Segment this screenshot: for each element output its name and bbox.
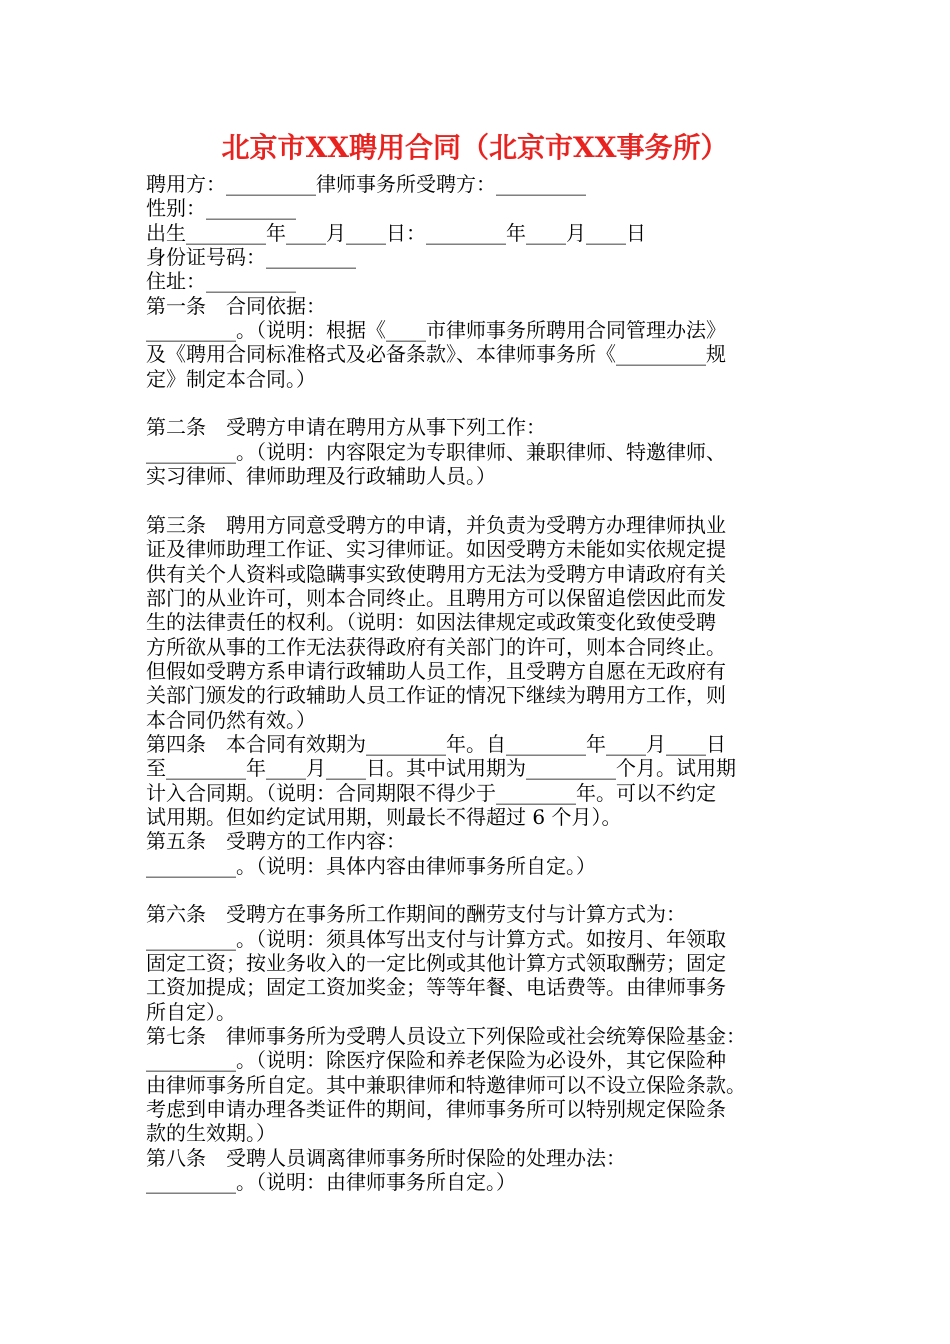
body-line: 方所欲从事的工作无法获得政府有关部门的许可，则本合同终止。 xyxy=(146,634,726,659)
body-line: 第二条 受聘方申请在聘用方从事下列工作： xyxy=(146,415,546,440)
body-line: 试用期。但如约定试用期，则最长不得超过 6 个月）。 xyxy=(146,804,622,829)
body-line: 工资加提成；固定工资加奖金；等等年餐、电话费等。由律师事务 xyxy=(146,975,726,1000)
body-line: 供有关个人资料或隐瞒事实致使聘用方无法为受聘方申请政府有关 xyxy=(146,561,726,586)
body-line: 至________年____月____日。其中试用期为_________个月。试用期 xyxy=(146,756,736,781)
body-line: 及《聘用合同标准格式及必备条款》、本律师事务所《_________规 xyxy=(146,342,726,367)
body-line: 第五条 受聘方的工作内容： xyxy=(146,829,406,854)
body-line: 第一条 合同依据： xyxy=(146,293,326,318)
body-line: 身份证号码：_________ xyxy=(146,245,356,270)
body-line: 部门的从业许可，则本合同终止。且聘用方可以保留追偿因此而发 xyxy=(146,585,726,610)
body-line: 聘用方：_________律师事务所受聘方：_________ xyxy=(146,172,586,196)
body-line: 固定工资；按业务收入的一定比例或其他计算方式领取酬劳；固定 xyxy=(146,951,726,975)
body-line: 所自定）。 xyxy=(146,999,236,1024)
body-line: 实习律师、律师助理及行政辅助人员。） xyxy=(146,464,496,489)
body-line: 本合同仍然有效。） xyxy=(146,707,316,732)
body-line: 考虑到申请办理各类证件的期间，律师事务所可以特别规定保险条 xyxy=(146,1097,726,1122)
blank-line xyxy=(146,391,826,415)
body-line: 第八条 受聘人员调离律师事务所时保险的处理办法： xyxy=(146,1145,626,1170)
document-body xyxy=(146,172,826,1194)
body-line: _________。（说明：除医疗保险和养老保险为必设外，其它保险种 xyxy=(146,1048,726,1073)
body-line: 第三条 聘用方同意受聘方的申请，并负责为受聘方办理律师执业 xyxy=(146,512,726,537)
body-line: 性别：_________ xyxy=(146,196,296,221)
body-line: _________。（说明：内容限定为专职律师、兼职律师、特邀律师、 xyxy=(146,439,726,464)
body-line: 定》制定本合同。） xyxy=(146,366,316,391)
body-line: _________。（说明：须具体写出支付与计算方式。如按月、年领取 xyxy=(146,926,726,951)
blank-line xyxy=(146,488,826,512)
blank-line xyxy=(146,878,826,902)
body-line: 由律师事务所自定。其中兼职律师和特邀律师可以不设立保险条款。 xyxy=(146,1072,746,1097)
body-line: 住址：_________ xyxy=(146,269,296,294)
body-line: 第四条 本合同有效期为________年。自________年____月____日 xyxy=(146,731,726,756)
body-line: 第六条 受聘方在事务所工作期间的酬劳支付与计算方式为： xyxy=(146,902,686,927)
body-line: 第七条 律师事务所为受聘人员设立下列保险或社会统筹保险基金： xyxy=(146,1024,746,1049)
body-line: 出生________年____月____日：________年____月____日 xyxy=(146,220,646,245)
body-line: _________。（说明：由律师事务所自定。） xyxy=(146,1170,516,1195)
body-line: 但假如受聘方系申请行政辅助人员工作，且受聘方自愿在无政府有 xyxy=(146,658,726,683)
body-line: 关部门颁发的行政辅助人员工作证的情况下继续为聘用方工作，则 xyxy=(146,683,726,708)
document-title: 北京市XX聘用合同（北京市XX事务所） xyxy=(221,131,729,164)
body-line: 款的生效期。） xyxy=(146,1121,276,1146)
body-line: _________。（说明：具体内容由律师事务所自定。） xyxy=(146,853,596,878)
body-line: 计入合同期。（说明：合同期限不得少于________年。可以不约定 xyxy=(146,780,716,805)
body-line: _________。（说明：根据《____市律师事务所聘用合同管理办法》 xyxy=(146,318,726,343)
body-line: 生的法律责任的权利。（说明：如因法律规定或政策变化致使受聘 xyxy=(146,610,716,635)
body-line: 证及律师助理工作证、实习律师证。如因受聘方未能如实依规定提 xyxy=(146,537,726,562)
